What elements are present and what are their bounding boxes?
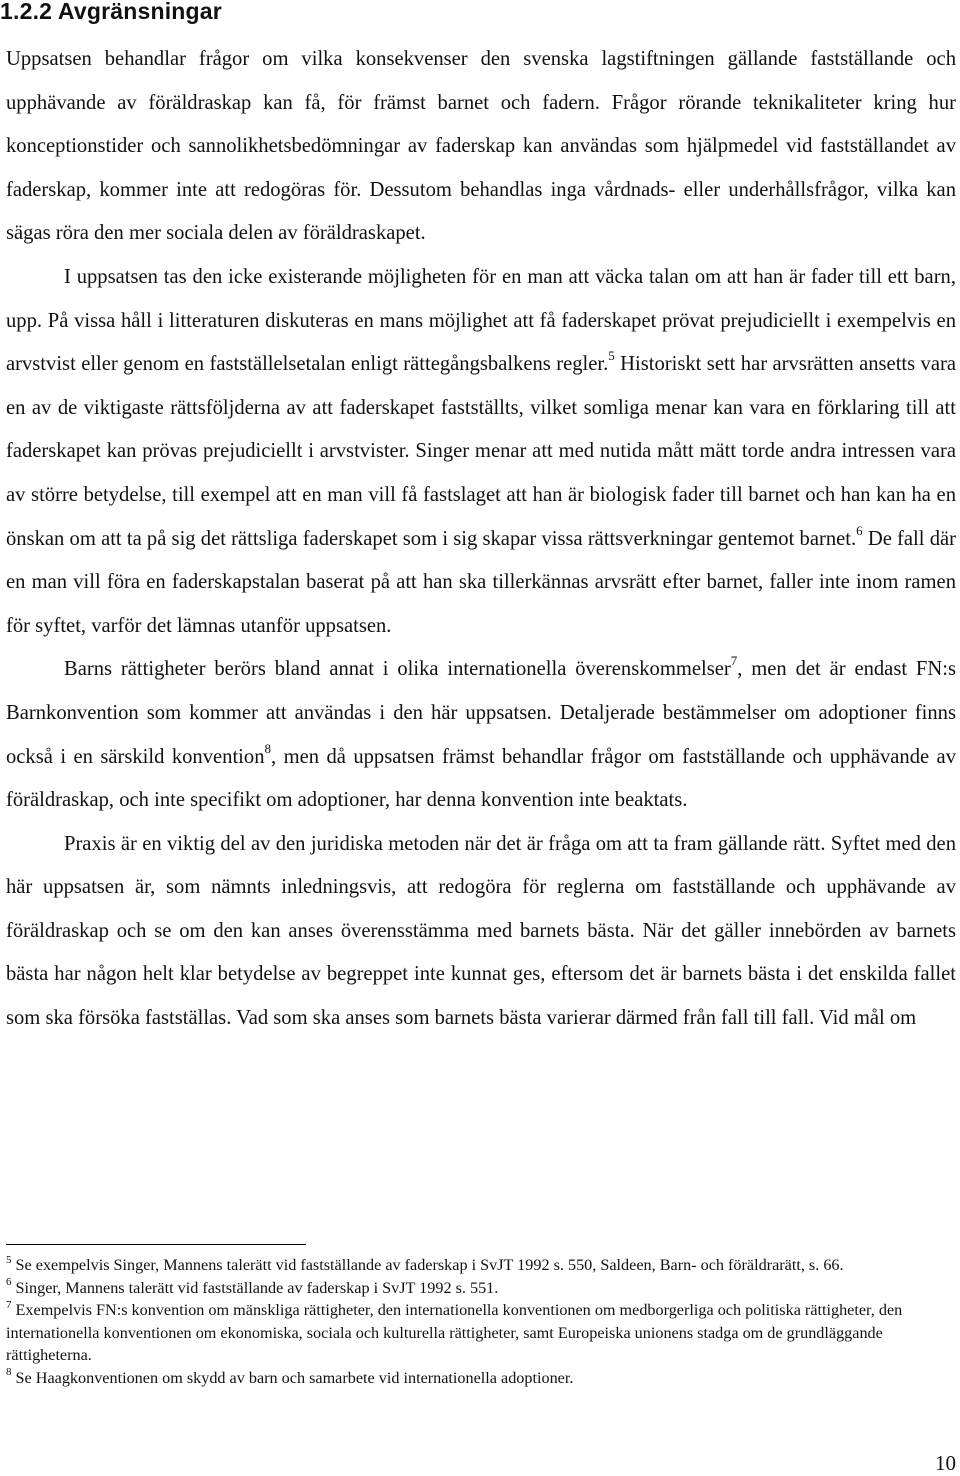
footnote-reference-7[interactable]: 7: [730, 653, 738, 669]
footnote-text: Se Haagkonventionen om skydd av barn och samarbete vid internationella adoptioner.: [15, 1368, 574, 1387]
footnote-number: 5: [6, 1253, 12, 1266]
footnote-reference-6[interactable]: 6: [856, 522, 863, 538]
footnote-7: [6, 1299, 951, 1367]
paragraph-conventions: [6, 648, 956, 822]
footnote-text: Singer, Mannens talerätt vid fastställande av faderskap i SvJT 1992 s. 551.: [15, 1278, 499, 1297]
footnotes: [6, 1254, 951, 1389]
paragraph-scope: Uppsatsen behandlar frågor om vilka konsekvenser den svenska lagstiftningen gällande fastställande och upphävande av föräldraskap kan få, för främst barnet och fadern. Frågor rörande teknikaliteter kring hur konceptionstider och sannolikhetsbedömningar av faderskap kan användas som hjälpmedel vid fastställandet av faderskap, kommer inte att redogöras för. Dessutom behandlas inga vårdnads- eller underhållsfrågor, vilka kan sägas röra den mer sociala delen av föräldraskapet.: [6, 48, 956, 245]
footnote-divider: [6, 1244, 306, 1245]
paragraph-segment: I uppsatsen tas den icke existerande möjligheten för en man att väcka talan om att han är fader till ett barn, upp. På vissa håll i litteraturen diskuteras en mans möjlighet att få faderskapet prövat prejudiciellt i exempelvis en arvstvist eller genom en fastställelsetalan enligt rättegångsbalkens regler.: [6, 265, 956, 376]
footnote-number: 7: [6, 1298, 12, 1311]
footnote-text: Exempelvis FN:s konvention om mänskliga rättigheter, den internationella konventionen om medborgerliga och politiska rättigheter, den internationella konventionen om ekonomiska, sociala och kulturella rättigheter, samt Europeiska unionens stadga om de grundläggande rättigheterna.: [6, 1301, 903, 1364]
footnote-reference-5[interactable]: 5: [608, 348, 615, 364]
footnote-text: Se exempelvis Singer, Mannens talerätt vid fastställande av faderskap i SvJT 1992 s. 550, Saldeen, Barn- och föräldrarätt, s. 66.: [15, 1256, 844, 1274]
section-heading: 1.2.2 Avgränsningar: [0, 0, 222, 24]
body-text: [6, 38, 956, 1041]
footnote-5: [6, 1254, 951, 1277]
paragraph-segment: Barns rättigheter berörs bland annat i olika internationella överenskommelser: [64, 658, 731, 681]
paragraph-segment: De fall där en man vill föra en faderskapstalan baserat på att han ska tillerkännas arvsrätt efter barnet, faller inte inom ramen för syftet, varför det lämnas utanför uppsatsen.: [6, 527, 956, 637]
footnote-8: [6, 1367, 951, 1390]
paragraph-segment: , men då uppsatsen främst behandlar frågor om fastställande och upphävande av föräldraskap, och inte specifikt om adoptioner, har denna konvention inte beaktats.: [6, 745, 956, 812]
paragraph-segment: , men det är endast FN:s Barnkonvention som kommer att användas i den här uppsatsen. Detaljerade bestämmelser om adoptioner finns också i en särskild konvention: [6, 658, 956, 768]
footnote-number: 6: [6, 1276, 12, 1289]
paragraph-segment: Historiskt sett har arvsrätten ansetts vara en av de viktigaste rättsföljderna av att faderskapet fastställts, vilket somliga menar kan vara en förklaring till att faderskapet kan prövas prejudiciellt i arvstvister. Singer menar att med nutida mått mätt torde andra intressen vara av större betydelse, till exempel att en man vill få fastslaget att han är biologisk fader till barnet och han kan ha en önskan om att ta på sig det rättsliga faderskapet som i sig skapar vissa rättsverkningar gentemot barnet.: [6, 353, 956, 550]
page-number: 10: [935, 1451, 956, 1475]
footnote-reference-8[interactable]: 8: [264, 740, 271, 756]
footnote-6: [6, 1277, 951, 1300]
footnote-number: 8: [6, 1366, 12, 1379]
paragraph-praxis: Praxis är en viktig del av den juridiska metoden när det är fråga om att ta fram gällande rätt. Syftet med den här uppsatsen är, som nämnts inledningsvis, att redogöra för reglerna om fastställande och upphävande av föräldraskap och se om den kan anses överensstämma med barnets bästa. När det gäller innebörden av barnets bästa har någon helt klar betydelse av begreppet inte kunnat ges, eftersom det är barnets bästa i det enskilda fallet som ska försöka fastställas. Vad som ska anses som barnets bästa varierar därmed från fall till fall. Vid mål om: [6, 832, 956, 1030]
paragraph-fatherhood-claim: [6, 256, 956, 648]
